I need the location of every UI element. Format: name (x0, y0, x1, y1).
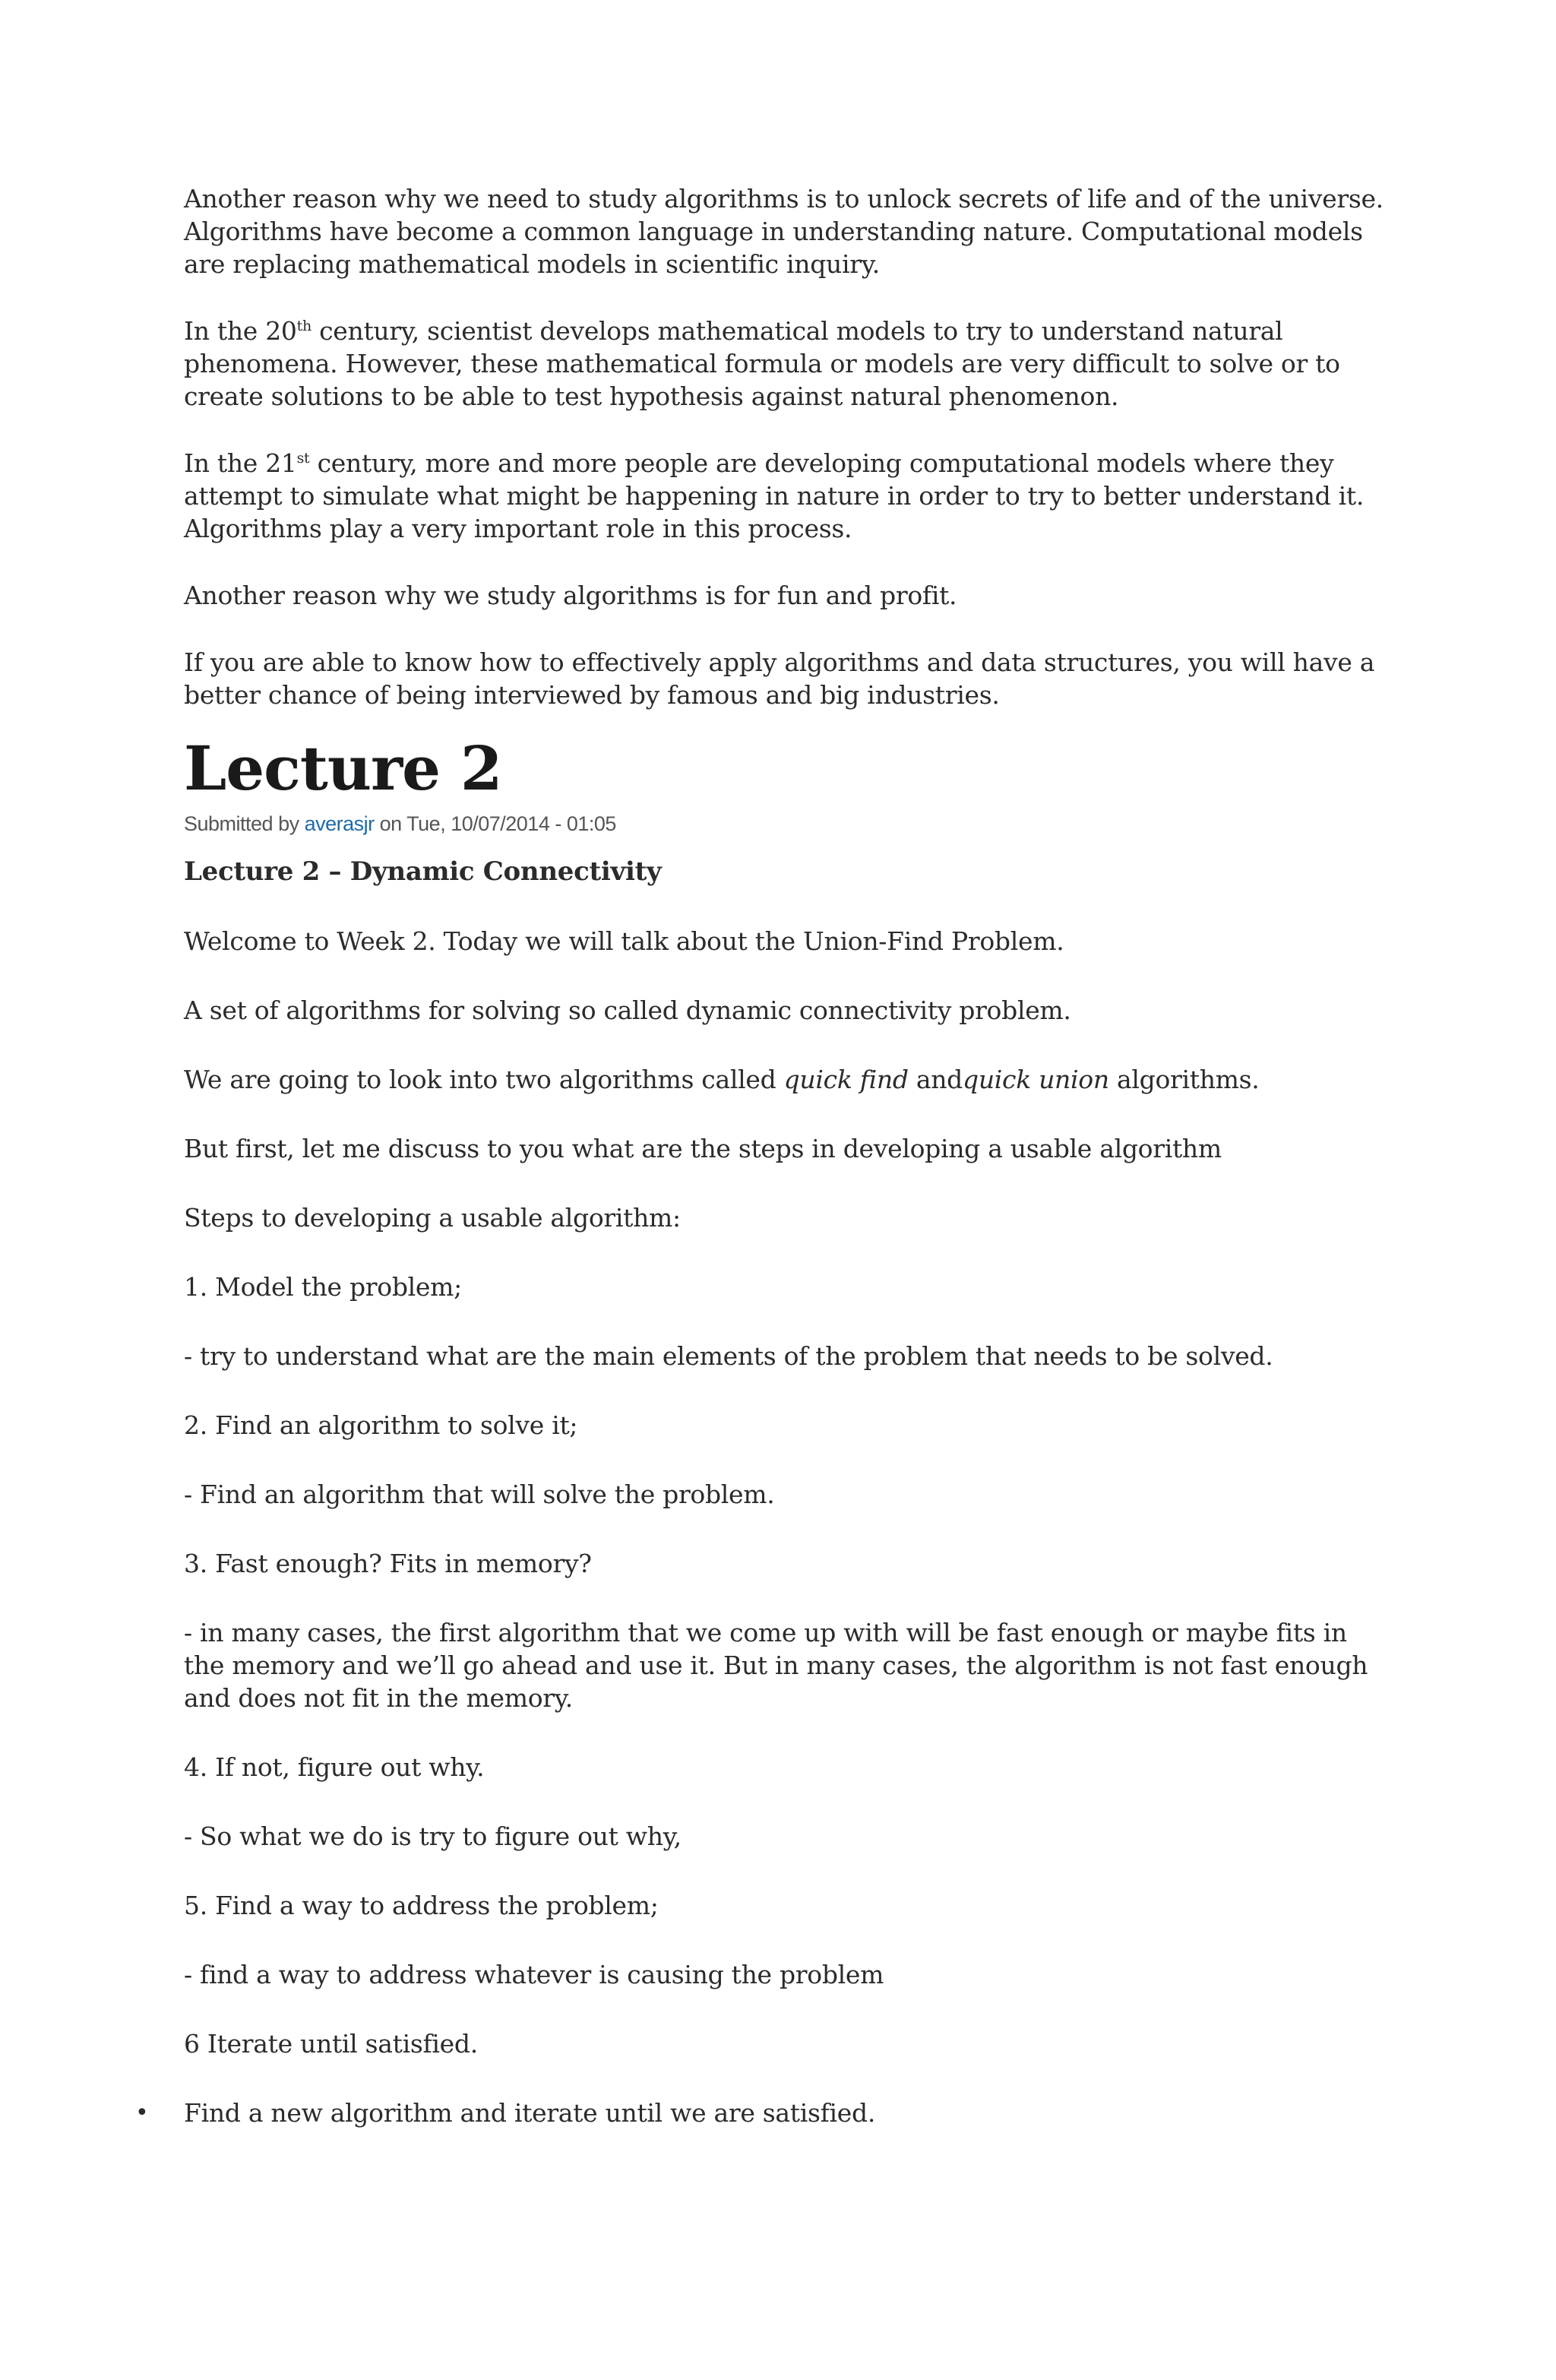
step-2: 2. Find an algorithm to solve it; (184, 1410, 578, 1440)
two-algorithms-paragraph (184, 1063, 1392, 1096)
p3-pre: In the 21 (184, 448, 297, 478)
step-4-description: - So what we do is try to figure out why, (184, 1821, 682, 1851)
intro-paragraph-1: Another reason why we need to study algorithms is to unlock secrets of life and of the universe. Algorithms have become a common language in understanding nature. Computational models are replacing mathematical models in scientific inquiry. (184, 184, 1384, 279)
welcome-paragraph: Welcome to Week 2. Today we will talk about the Union-Find Problem. (184, 926, 1064, 956)
document-page (135, 182, 1392, 2129)
intro-paragraph-5: If you are able to know how to effectively apply algorithms and data structures, you will have a better chance of being interviewed by famous and big industries. (184, 647, 1375, 710)
steps-heading: Steps to developing a usable algorithm: (184, 1203, 681, 1233)
intro-paragraph-2 (184, 315, 1392, 413)
bullet-icon: • (135, 2100, 149, 2126)
lecture-subheading: Lecture 2 – Dynamic Connectivity (184, 856, 662, 887)
submitted-prefix: Submitted by (184, 812, 305, 835)
submitted-line (184, 810, 1392, 837)
step-5: 5. Find a way to address the problem; (184, 1891, 659, 1920)
quick-union-term: quick union (963, 1065, 1109, 1094)
step-4: 4. If not, figure out why. (184, 1752, 485, 1782)
step-3-description: - in many cases, the first algorithm that we come up with will be fast enough or maybe fits in the memory and we’ll go ahead and use it. But in many cases, the algorithm is not fast enough and does not fit in the memory. (184, 1618, 1368, 1713)
p2-pre: In the 20 (184, 316, 297, 346)
p3-post: century, more and more people are developing computational models where they attempt to simulate what might be happening in nature in order to try to better understand it. Algorithms play a very important role in this process. (184, 448, 1365, 543)
step-6: 6 Iterate until satisfied. (184, 2029, 478, 2059)
quick-find-term: quick find (783, 1065, 909, 1094)
but-first-paragraph: But first, let me discuss to you what are the steps in developing a usable algorithm (184, 1134, 1222, 1163)
intro-paragraph-3 (184, 447, 1392, 545)
step-3: 3. Fast enough? Fits in memory? (184, 1549, 592, 1578)
list-item (135, 2097, 1392, 2129)
two-post: algorithms. (1108, 1065, 1260, 1094)
step-1-description: - try to understand what are the main elements of the problem that needs to be solved. (184, 1341, 1273, 1371)
p3-superscript: st (296, 450, 310, 467)
step-5-description: - find a way to address whatever is causing the problem (184, 1960, 884, 1989)
step-1: 1. Model the problem; (184, 1272, 462, 1302)
p2-post: century, scientist develops mathematical models to try to understand natural phenomena. However, these mathematical formula or models are very difficult to solve or to create solutions to be able to test hypothesis against natural phenomenon. (184, 316, 1340, 411)
intro-paragraph-4: Another reason why we study algorithms is for fun and profit. (184, 581, 957, 610)
submitted-date: on Tue, 10/07/2014 - 01:05 (374, 812, 616, 835)
two-mid: and (908, 1065, 963, 1094)
bullet-text: Find a new algorithm and iterate until we are satisfied. (184, 2098, 876, 2128)
lecture-title: Lecture 2 (184, 733, 502, 804)
p2-superscript: th (296, 318, 312, 334)
two-pre: We are going to look into two algorithms called (184, 1065, 784, 1094)
step-2-description: - Find an algorithm that will solve the problem. (184, 1480, 775, 1509)
set-paragraph: A set of algorithms for solving so called dynamic connectivity problem. (184, 995, 1071, 1025)
author-link[interactable]: averasjr (304, 812, 375, 835)
